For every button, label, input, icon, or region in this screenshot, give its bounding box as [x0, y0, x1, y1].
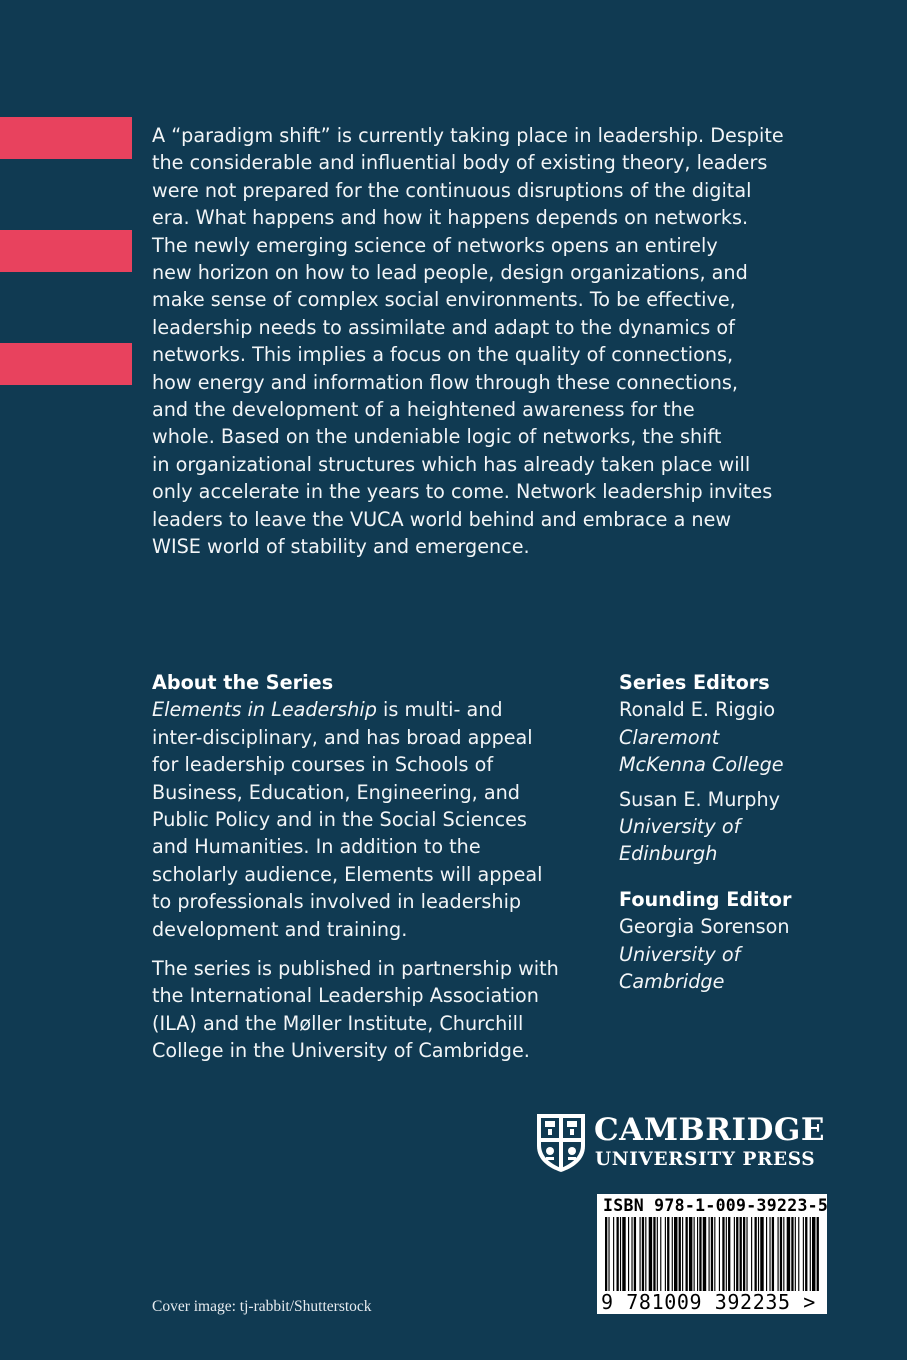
blurb-line: leaders to leave the VUCA world behind and embrace a new [152, 507, 732, 531]
blurb-line: were not prepared for the continuous disruptions of the digital [152, 178, 752, 202]
about-series-paragraph-2 [152, 955, 602, 1065]
crest-icon [535, 1112, 587, 1174]
affiliation-line: Claremont [619, 725, 720, 749]
editor-name: Ronald E. Riggio [619, 698, 776, 722]
blurb-line: WISE world of stability and emergence. [152, 535, 530, 559]
blurb-line: and the development of a heightened awareness for the [152, 398, 695, 422]
cambridge-university-press-logo [535, 1112, 835, 1176]
series-title: Elements in Leadership [152, 698, 377, 722]
publisher-subname: UNIVERSITY PRESS [595, 1149, 816, 1170]
series-editors-heading: Series Editors [619, 671, 770, 694]
about-series-section [152, 669, 602, 1065]
about-series-paragraph-1 [152, 696, 602, 943]
about-line: development and training. [152, 917, 408, 941]
about-line: The series is published in partnership with [152, 957, 559, 981]
blurb-line: the considerable and influential body of existing theory, leaders [152, 151, 768, 175]
blurb-line: leadership needs to assimilate and adapt to the dynamics of [152, 315, 735, 339]
about-line [152, 696, 602, 723]
affiliation-line: Cambridge [619, 970, 725, 994]
about-line: scholarly audience, Elements will appeal [152, 862, 543, 886]
cover-image-credit: Cover image: tj-rabbit/Shutterstock [152, 1298, 372, 1315]
barcode-digits: 9 781009 392235 > [601, 1290, 816, 1314]
founding-editor-affiliation [619, 941, 889, 996]
editor-affiliation [619, 813, 889, 868]
blurb-line: make sense of complex social environments. To be effective, [152, 288, 736, 312]
blurb-line: whole. Based on the undeniable logic of networks, the shift [152, 425, 722, 449]
about-line: to professionals involved in leadership [152, 890, 522, 914]
affiliation-line: University of [619, 942, 741, 966]
blurb-line: in organizational structures which has already taken place will [152, 452, 751, 476]
about-line: Business, Education, Engineering, and [152, 780, 520, 804]
affiliation-line: McKenna College [619, 753, 784, 777]
blurb-line: The newly emerging science of networks opens an entirely [152, 233, 718, 257]
about-line: for leadership courses in Schools of [152, 753, 494, 777]
about-line: College in the University of Cambridge. [152, 1039, 530, 1063]
editor-name: Susan E. Murphy [619, 787, 780, 811]
about-line: Public Policy and in the Social Sciences [152, 808, 527, 832]
isbn-barcode [597, 1194, 827, 1314]
founding-editor-heading: Founding Editor [619, 887, 792, 911]
blurb-line: networks. This implies a focus on the quality of connections, [152, 343, 734, 367]
barcode-bars [605, 1217, 819, 1291]
about-line: the International Leadership Association [152, 984, 539, 1008]
blurb-line: new horizon on how to lead people, design organizations, and [152, 261, 748, 285]
about-line: and Humanities. In addition to the [152, 835, 481, 859]
editors-section [619, 669, 889, 995]
isbn-label: ISBN 978-1-009-39223-5 [603, 1196, 829, 1215]
about-series-heading: About the Series [152, 671, 334, 694]
blurb-line: only accelerate in the years to come. Network leadership invites [152, 480, 773, 504]
founding-editor-name: Georgia Sorenson [619, 915, 790, 939]
about-line: (ILA) and the Møller Institute, Churchill [152, 1011, 524, 1035]
accent-stripe-1 [0, 117, 132, 159]
accent-stripe-3 [0, 343, 132, 385]
blurb-line: era. What happens and how it happens depends on networks. [152, 206, 749, 230]
publisher-name: CAMBRIDGE [594, 1112, 825, 1148]
affiliation-line: University of [619, 815, 741, 839]
blurb-line: how energy and information flow through these connections, [152, 370, 738, 394]
blurb-line: A “paradigm shift” is currently taking place in leadership. Despite [152, 124, 784, 147]
accent-stripe-2 [0, 230, 132, 272]
about-line: inter-disciplinary, and has broad appeal [152, 725, 533, 749]
about-line-rest: is multi- and [376, 698, 503, 722]
affiliation-line: Edinburgh [619, 842, 718, 866]
book-blurb [152, 122, 842, 561]
editor-affiliation [619, 724, 889, 779]
